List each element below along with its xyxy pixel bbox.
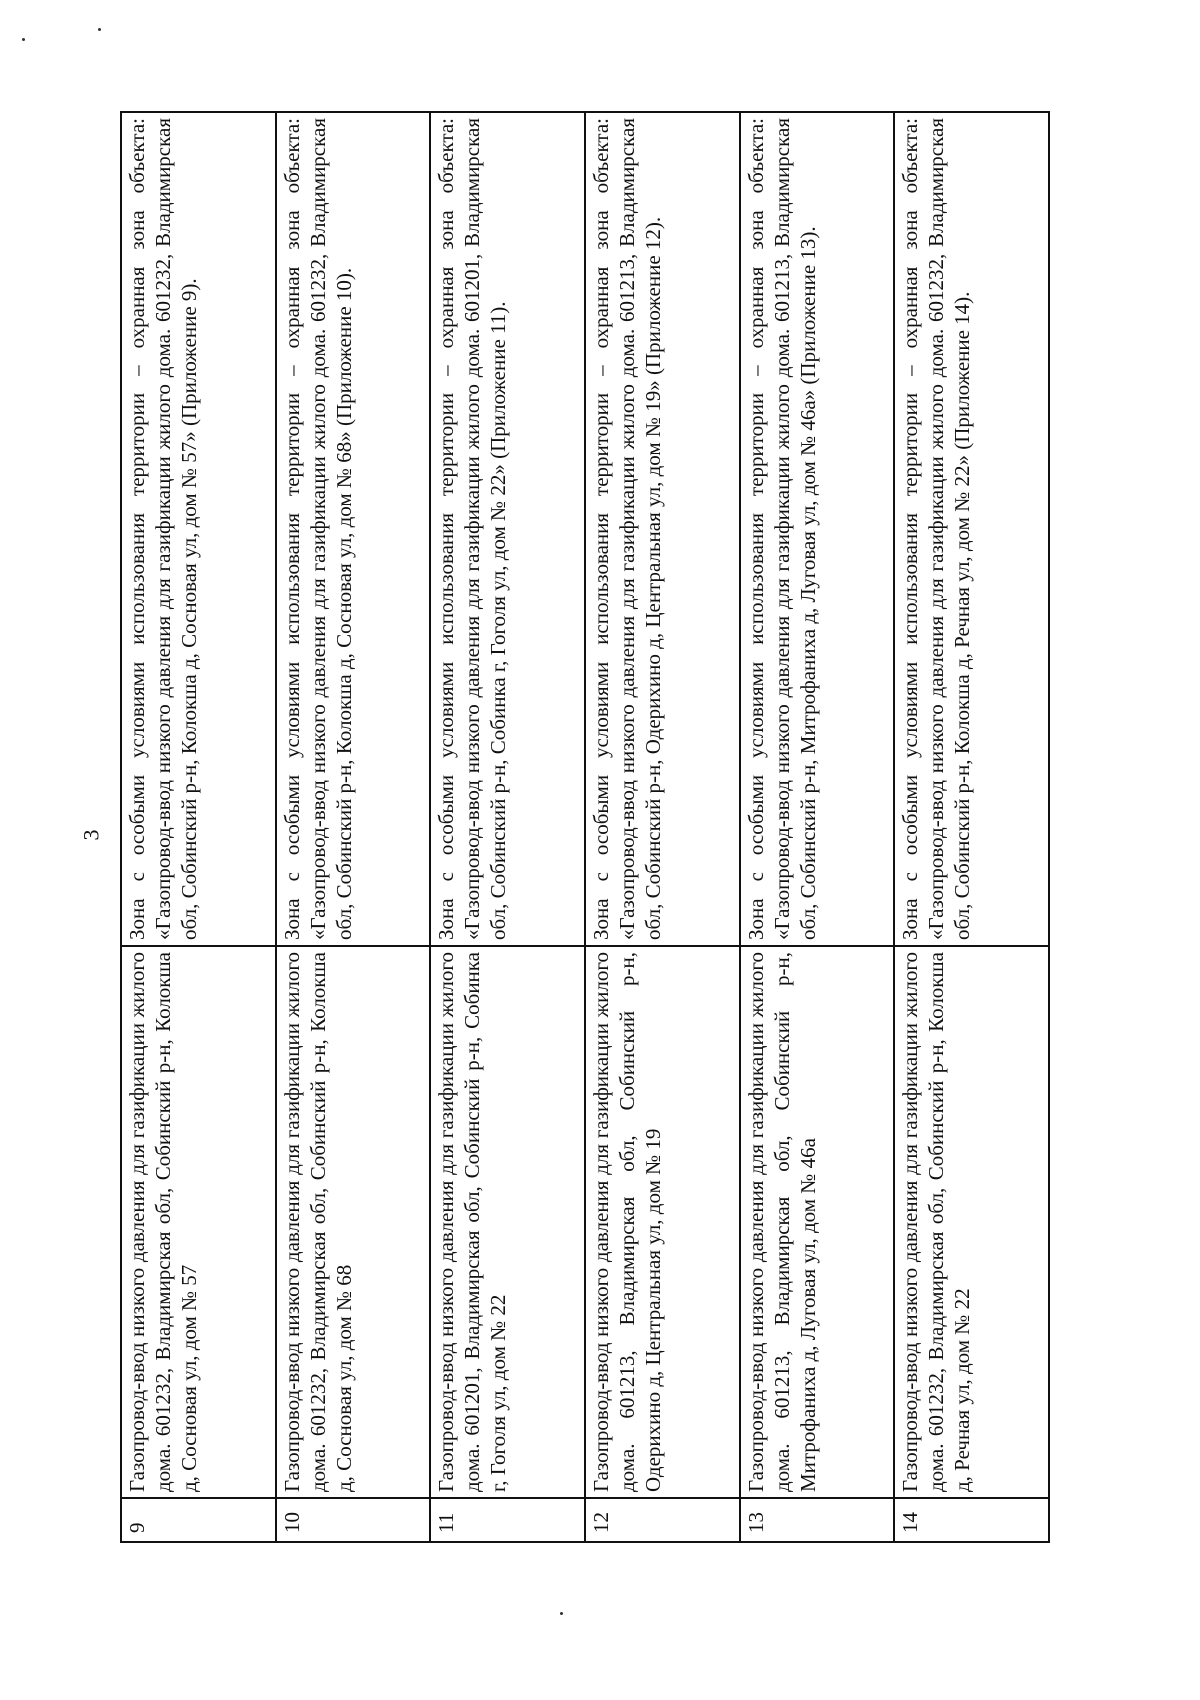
scan-speck: [98, 28, 101, 31]
object-description: Газопровод-ввод низкого давления для газификации жилого дома. 601201, Владимирская обл, Собинский р-н, Собинка г, Гоголя ул, дом № 22: [430, 946, 585, 1498]
zone-description: Зона с особыми условиями использования территории – охранная зона объекта: «Газопровод-ввод низкого давления для газификации жилого дома. 601232, Владимирская обл, Собинский р-н, Колокша д, Сосновая ул, дом № 57» (Приложение 9).: [121, 112, 276, 946]
object-description: Газопровод-ввод низкого давления для газификации жилого дома. 601232, Владимирская обл, Собинский р-н, Колокша д, Сосновая ул, дом № 68: [276, 946, 431, 1498]
document-table-container: [120, 113, 1050, 1543]
table-row: [585, 112, 740, 1542]
zone-description: Зона с особыми условиями использования территории – охранная зона объекта: «Газопровод-ввод низкого давления для газификации жилого дома. 601232, Владимирская обл, Собинский р-н, Колокша д, Сосновая ул, дом № 68» (Приложение 10).: [276, 112, 431, 946]
zone-description: Зона с особыми условиями использования территории – охранная зона объекта: «Газопровод-ввод низкого давления для газификации жилого дома. 601232, Владимирская обл, Собинский р-н, Колокша д, Речная ул, дом № 22» (Приложение 14).: [894, 112, 1049, 946]
row-number: 13: [740, 1498, 895, 1542]
object-description: Газопровод-ввод низкого давления для газификации жилого дома. 601232, Владимирская обл, Собинский р-н, Колокша д, Речная ул, дом № 22: [894, 946, 1049, 1498]
scan-speck: [560, 1612, 563, 1615]
page-number: 3: [78, 829, 104, 841]
zone-description: Зона с особыми условиями использования территории – охранная зона объекта: «Газопровод-ввод низкого давления для газификации жилого дома. 601213, Владимирская обл, Собинский р-н, Одерихино д, Центральная ул, дом № 19» (Приложение 12).: [585, 112, 740, 946]
table-row: [121, 112, 276, 1542]
zone-description: Зона с особыми условиями использования территории – охранная зона объекта: «Газопровод-ввод низкого давления для газификации жилого дома. 601213, Владимирская обл, Собинский р-н, Митрофаниха д, Луговая ул, дом № 46а» (Приложение 13).: [740, 112, 895, 946]
object-description: Газопровод-ввод низкого давления для газификации жилого дома. 601232, Владимирская обл, Собинский р-н, Колокша д, Сосновая ул, дом № 57: [121, 946, 276, 1498]
row-number: 9: [121, 1498, 276, 1542]
table-row: [740, 112, 895, 1542]
zones-table: [120, 111, 1050, 1543]
table-row: [276, 112, 431, 1542]
table-row: [430, 112, 585, 1542]
row-number: 14: [894, 1498, 1049, 1542]
object-description: Газопровод-ввод низкого давления для газификации жилого дома. 601213, Владимирская обл, Собинский р-н, Одерихино д, Центральная ул, дом № 19: [585, 946, 740, 1498]
zone-description: Зона с особыми условиями использования территории – охранная зона объекта: «Газопровод-ввод низкого давления для газификации жилого дома. 601201, Владимирская обл, Собинский р-н, Собинка г, Гоголя ул, дом № 22» (Приложение 11).: [430, 112, 585, 946]
row-number: 12: [585, 1498, 740, 1542]
object-description: Газопровод-ввод низкого давления для газификации жилого дома. 601213, Владимирская обл, Собинский р-н, Митрофаниха д, Луговая ул, дом № 46а: [740, 946, 895, 1498]
row-number: 10: [276, 1498, 431, 1542]
table-row: [894, 112, 1049, 1542]
row-number: 11: [430, 1498, 585, 1542]
scan-speck: [22, 38, 25, 41]
